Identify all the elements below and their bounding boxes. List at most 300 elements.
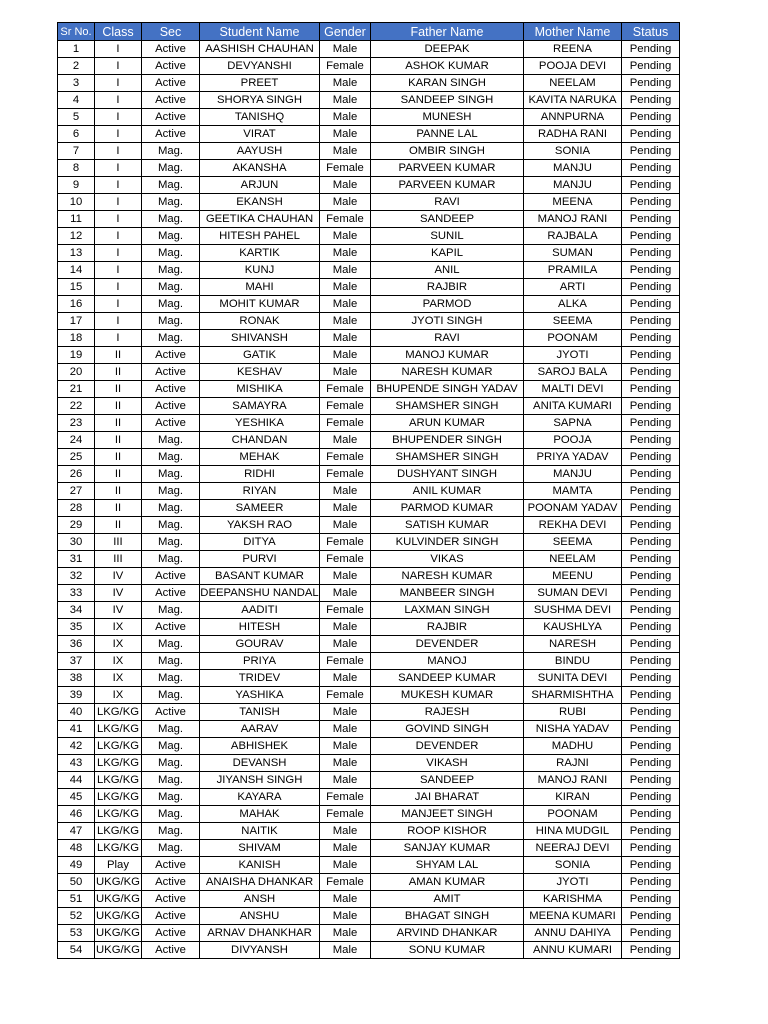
status-cell: Pending [622, 143, 680, 160]
status-cell: Pending [622, 41, 680, 58]
status-cell: Pending [622, 551, 680, 568]
status-cell: Pending [622, 942, 680, 959]
father-name-cell: DUSHYANT SINGH [371, 466, 524, 483]
sr-no-cell: 19 [58, 347, 95, 364]
student-name-cell: GOURAV [200, 636, 320, 653]
father-name-cell: PANNE LAL [371, 126, 524, 143]
father-name-cell: MUKESH KUMAR [371, 687, 524, 704]
student-name-cell: SAMEER [200, 500, 320, 517]
table-row [58, 687, 680, 704]
mother-name-cell: NARESH [524, 636, 622, 653]
father-name-cell: ASHOK KUMAR [371, 58, 524, 75]
father-name-cell: ARUN KUMAR [371, 415, 524, 432]
status-cell: Pending [622, 75, 680, 92]
status-cell: Pending [622, 772, 680, 789]
student-name-cell: KUNJ [200, 262, 320, 279]
gender-cell: Male [320, 194, 371, 211]
class-cell: I [95, 330, 142, 347]
status-cell: Pending [622, 585, 680, 602]
sec-cell: Mag. [142, 517, 200, 534]
gender-cell: Female [320, 874, 371, 891]
table-row [58, 415, 680, 432]
father-name-cell: KAPIL [371, 245, 524, 262]
class-cell: II [95, 500, 142, 517]
table-row [58, 313, 680, 330]
table-row [58, 857, 680, 874]
student-name-cell: DEVANSH [200, 755, 320, 772]
sec-cell: Mag. [142, 245, 200, 262]
sr-no-cell: 27 [58, 483, 95, 500]
status-cell: Pending [622, 347, 680, 364]
sec-cell: Active [142, 585, 200, 602]
sr-no-cell: 35 [58, 619, 95, 636]
sr-no-cell: 1 [58, 41, 95, 58]
status-cell: Pending [622, 704, 680, 721]
sr-no-cell: 33 [58, 585, 95, 602]
father-name-cell: JYOTI SINGH [371, 313, 524, 330]
class-cell: II [95, 517, 142, 534]
class-cell: LKG/KG [95, 738, 142, 755]
sec-cell: Mag. [142, 534, 200, 551]
sec-cell: Mag. [142, 296, 200, 313]
sr-no-cell: 7 [58, 143, 95, 160]
mother-name-cell: ANITA KUMARI [524, 398, 622, 415]
table-row [58, 92, 680, 109]
mother-name-cell: RAJNI [524, 755, 622, 772]
student-name-cell: KANISH [200, 857, 320, 874]
mother-name-cell: REENA [524, 41, 622, 58]
gender-cell: Female [320, 534, 371, 551]
student-name-cell: ABHISHEK [200, 738, 320, 755]
father-name-cell: DEVENDER [371, 738, 524, 755]
gender-cell: Male [320, 500, 371, 517]
mother-name-cell: MEENU [524, 568, 622, 585]
mother-name-cell: REKHA DEVI [524, 517, 622, 534]
sec-cell: Active [142, 126, 200, 143]
father-name-cell: PARMOD [371, 296, 524, 313]
sec-cell: Active [142, 347, 200, 364]
status-cell: Pending [622, 500, 680, 517]
gender-cell: Male [320, 857, 371, 874]
status-cell: Pending [622, 874, 680, 891]
sr-no-cell: 13 [58, 245, 95, 262]
mother-name-cell: PRIYA YADAV [524, 449, 622, 466]
status-cell: Pending [622, 92, 680, 109]
table-row [58, 245, 680, 262]
student-name-cell: GEETIKA CHAUHAN [200, 211, 320, 228]
sec-cell: Mag. [142, 432, 200, 449]
student-name-cell: RONAK [200, 313, 320, 330]
table-row [58, 619, 680, 636]
class-cell: I [95, 177, 142, 194]
gender-cell: Female [320, 415, 371, 432]
mother-name-cell: NISHA YADAV [524, 721, 622, 738]
sec-cell: Mag. [142, 500, 200, 517]
gender-cell: Male [320, 738, 371, 755]
father-name-cell: PARVEEN KUMAR [371, 160, 524, 177]
student-name-cell: ANSHU [200, 908, 320, 925]
sec-cell: Active [142, 109, 200, 126]
father-name-cell: RAJESH [371, 704, 524, 721]
father-name-cell: MANBEER SINGH [371, 585, 524, 602]
mother-name-cell: JYOTI [524, 347, 622, 364]
table-row [58, 568, 680, 585]
sec-cell: Mag. [142, 823, 200, 840]
sr-no-cell: 5 [58, 109, 95, 126]
status-cell: Pending [622, 568, 680, 585]
class-cell: I [95, 211, 142, 228]
sec-cell: Active [142, 891, 200, 908]
table-row [58, 296, 680, 313]
status-cell: Pending [622, 58, 680, 75]
sr-no-cell: 12 [58, 228, 95, 245]
student-name-cell: DIVYANSH [200, 942, 320, 959]
sec-cell: Active [142, 398, 200, 415]
sec-cell: Mag. [142, 177, 200, 194]
sec-cell: Mag. [142, 262, 200, 279]
class-cell: I [95, 228, 142, 245]
student-name-cell: PRIYA [200, 653, 320, 670]
mother-name-cell: POOJA [524, 432, 622, 449]
sr-no-cell: 32 [58, 568, 95, 585]
gender-cell: Female [320, 687, 371, 704]
mother-name-cell: KAVITA NARUKA [524, 92, 622, 109]
sec-cell: Active [142, 92, 200, 109]
status-cell: Pending [622, 483, 680, 500]
sr-no-cell: 37 [58, 653, 95, 670]
gender-cell: Male [320, 364, 371, 381]
student-name-cell: GATIK [200, 347, 320, 364]
table-row [58, 721, 680, 738]
class-cell: LKG/KG [95, 721, 142, 738]
father-name-cell: BHAGAT SINGH [371, 908, 524, 925]
student-name-cell: KESHAV [200, 364, 320, 381]
sr-no-cell: 44 [58, 772, 95, 789]
class-cell: I [95, 245, 142, 262]
gender-cell: Male [320, 109, 371, 126]
mother-name-cell: ANNPURNA [524, 109, 622, 126]
status-cell: Pending [622, 789, 680, 806]
status-cell: Pending [622, 262, 680, 279]
gender-cell: Male [320, 704, 371, 721]
sr-no-cell: 54 [58, 942, 95, 959]
gender-cell: Male [320, 891, 371, 908]
class-cell: UKG/KG [95, 891, 142, 908]
table-row [58, 636, 680, 653]
mother-name-cell: SEEMA [524, 534, 622, 551]
sec-cell: Mag. [142, 636, 200, 653]
student-name-cell: MEHAK [200, 449, 320, 466]
sec-cell: Mag. [142, 840, 200, 857]
status-cell: Pending [622, 840, 680, 857]
father-name-cell: SHAMSHER SINGH [371, 449, 524, 466]
sec-cell: Mag. [142, 449, 200, 466]
father-name-cell: SONU KUMAR [371, 942, 524, 959]
student-name-cell: BASANT KUMAR [200, 568, 320, 585]
sr-no-cell: 51 [58, 891, 95, 908]
table-row [58, 789, 680, 806]
student-name-cell: MAHI [200, 279, 320, 296]
student-name-cell: DEVYANSHI [200, 58, 320, 75]
class-cell: UKG/KG [95, 942, 142, 959]
class-cell: II [95, 415, 142, 432]
gender-cell: Female [320, 398, 371, 415]
class-cell: I [95, 126, 142, 143]
gender-cell: Male [320, 432, 371, 449]
class-cell: LKG/KG [95, 772, 142, 789]
status-cell: Pending [622, 313, 680, 330]
mother-name-cell: RAJBALA [524, 228, 622, 245]
student-name-cell: MISHIKA [200, 381, 320, 398]
table-row [58, 517, 680, 534]
student-name-cell: ARNAV DHANKHAR [200, 925, 320, 942]
father-name-cell: NARESH KUMAR [371, 568, 524, 585]
sec-cell: Active [142, 364, 200, 381]
status-cell: Pending [622, 823, 680, 840]
sr-no-cell: 53 [58, 925, 95, 942]
mother-name-cell: SUMAN DEVI [524, 585, 622, 602]
class-cell: LKG/KG [95, 755, 142, 772]
mother-name-cell: BINDU [524, 653, 622, 670]
mother-name-cell: HINA MUDGIL [524, 823, 622, 840]
gender-cell: Male [320, 143, 371, 160]
student-name-cell: PREET [200, 75, 320, 92]
table-row [58, 194, 680, 211]
mother-name-cell: ANNU KUMARI [524, 942, 622, 959]
table-row [58, 755, 680, 772]
sr-no-cell: 34 [58, 602, 95, 619]
student-name-cell: SHIVANSH [200, 330, 320, 347]
column-header-gender: Gender [320, 23, 371, 41]
gender-cell: Male [320, 347, 371, 364]
table-row [58, 177, 680, 194]
class-cell: I [95, 313, 142, 330]
gender-cell: Male [320, 75, 371, 92]
status-cell: Pending [622, 891, 680, 908]
gender-cell: Male [320, 619, 371, 636]
mother-name-cell: KIRAN [524, 789, 622, 806]
gender-cell: Male [320, 279, 371, 296]
sec-cell: Active [142, 942, 200, 959]
mother-name-cell: PRAMILA [524, 262, 622, 279]
student-table [57, 22, 680, 959]
sr-no-cell: 25 [58, 449, 95, 466]
status-cell: Pending [622, 466, 680, 483]
mother-name-cell: POONAM YADAV [524, 500, 622, 517]
student-name-cell: CHANDAN [200, 432, 320, 449]
class-cell: UKG/KG [95, 908, 142, 925]
father-name-cell: SANJAY KUMAR [371, 840, 524, 857]
table-row [58, 840, 680, 857]
sec-cell: Active [142, 381, 200, 398]
class-cell: LKG/KG [95, 789, 142, 806]
mother-name-cell: ALKA [524, 296, 622, 313]
mother-name-cell: SUMAN [524, 245, 622, 262]
student-name-cell: DEEPANSHU NANDAL [200, 585, 320, 602]
sr-no-cell: 10 [58, 194, 95, 211]
sec-cell: Mag. [142, 772, 200, 789]
student-name-cell: AKANSHA [200, 160, 320, 177]
table-row [58, 653, 680, 670]
mother-name-cell: KAUSHLYA [524, 619, 622, 636]
table-row [58, 143, 680, 160]
table-row [58, 160, 680, 177]
class-cell: III [95, 534, 142, 551]
sr-no-cell: 18 [58, 330, 95, 347]
class-cell: I [95, 296, 142, 313]
table-row [58, 347, 680, 364]
column-header-sr-no: Sr No. [58, 23, 95, 41]
father-name-cell: MANOJ KUMAR [371, 347, 524, 364]
student-name-cell: ANAISHA DHANKAR [200, 874, 320, 891]
sec-cell: Mag. [142, 687, 200, 704]
sec-cell: Mag. [142, 279, 200, 296]
status-cell: Pending [622, 432, 680, 449]
table-row [58, 704, 680, 721]
class-cell: I [95, 262, 142, 279]
mother-name-cell: MANJU [524, 177, 622, 194]
mother-name-cell: POOJA DEVI [524, 58, 622, 75]
table-row [58, 874, 680, 891]
mother-name-cell: SONIA [524, 143, 622, 160]
status-cell: Pending [622, 534, 680, 551]
sr-no-cell: 2 [58, 58, 95, 75]
status-cell: Pending [622, 908, 680, 925]
father-name-cell: OMBIR SINGH [371, 143, 524, 160]
father-name-cell: MANJEET SINGH [371, 806, 524, 823]
father-name-cell: RAJBIR [371, 619, 524, 636]
status-cell: Pending [622, 194, 680, 211]
gender-cell: Male [320, 245, 371, 262]
table-row [58, 211, 680, 228]
sr-no-cell: 48 [58, 840, 95, 857]
status-cell: Pending [622, 177, 680, 194]
sec-cell: Mag. [142, 194, 200, 211]
status-cell: Pending [622, 245, 680, 262]
status-cell: Pending [622, 755, 680, 772]
mother-name-cell: RUBI [524, 704, 622, 721]
student-name-cell: YASHIKA [200, 687, 320, 704]
father-name-cell: MANOJ [371, 653, 524, 670]
sr-no-cell: 50 [58, 874, 95, 891]
status-cell: Pending [622, 517, 680, 534]
mother-name-cell: SEEMA [524, 313, 622, 330]
sec-cell: Mag. [142, 551, 200, 568]
sec-cell: Mag. [142, 483, 200, 500]
gender-cell: Male [320, 925, 371, 942]
student-name-cell: NAITIK [200, 823, 320, 840]
sec-cell: Mag. [142, 211, 200, 228]
sr-no-cell: 22 [58, 398, 95, 415]
sec-cell: Mag. [142, 228, 200, 245]
student-name-cell: RIDHI [200, 466, 320, 483]
father-name-cell: SHYAM LAL [371, 857, 524, 874]
mother-name-cell: SONIA [524, 857, 622, 874]
gender-cell: Male [320, 41, 371, 58]
table-row [58, 41, 680, 58]
class-cell: IX [95, 636, 142, 653]
gender-cell: Male [320, 568, 371, 585]
father-name-cell: KULVINDER SINGH [371, 534, 524, 551]
table-row [58, 891, 680, 908]
status-cell: Pending [622, 398, 680, 415]
status-cell: Pending [622, 806, 680, 823]
header-row [58, 23, 680, 41]
sec-cell: Mag. [142, 330, 200, 347]
father-name-cell: ANIL [371, 262, 524, 279]
sec-cell: Active [142, 874, 200, 891]
sr-no-cell: 23 [58, 415, 95, 432]
father-name-cell: SATISH KUMAR [371, 517, 524, 534]
sec-cell: Mag. [142, 602, 200, 619]
class-cell: LKG/KG [95, 823, 142, 840]
status-cell: Pending [622, 857, 680, 874]
sr-no-cell: 46 [58, 806, 95, 823]
sr-no-cell: 17 [58, 313, 95, 330]
father-name-cell: ROOP KISHOR [371, 823, 524, 840]
mother-name-cell: NEELAM [524, 75, 622, 92]
sr-no-cell: 42 [58, 738, 95, 755]
status-cell: Pending [622, 296, 680, 313]
mother-name-cell: MANOJ RANI [524, 772, 622, 789]
gender-cell: Male [320, 177, 371, 194]
gender-cell: Female [320, 211, 371, 228]
gender-cell: Male [320, 126, 371, 143]
father-name-cell: KARAN SINGH [371, 75, 524, 92]
father-name-cell: BHUPENDER SINGH [371, 432, 524, 449]
mother-name-cell: NEERAJ DEVI [524, 840, 622, 857]
student-name-cell: TANISHQ [200, 109, 320, 126]
father-name-cell: JAI BHARAT [371, 789, 524, 806]
student-name-cell: AASHISH CHAUHAN [200, 41, 320, 58]
table-row [58, 364, 680, 381]
gender-cell: Male [320, 636, 371, 653]
student-name-cell: AARAV [200, 721, 320, 738]
gender-cell: Male [320, 823, 371, 840]
class-cell: IX [95, 670, 142, 687]
sec-cell: Active [142, 857, 200, 874]
gender-cell: Male [320, 840, 371, 857]
class-cell: II [95, 381, 142, 398]
father-name-cell: SHAMSHER SINGH [371, 398, 524, 415]
father-name-cell: VIKAS [371, 551, 524, 568]
sec-cell: Mag. [142, 789, 200, 806]
gender-cell: Male [320, 517, 371, 534]
table-row [58, 772, 680, 789]
gender-cell: Male [320, 772, 371, 789]
mother-name-cell: SAROJ BALA [524, 364, 622, 381]
student-name-cell: TRIDEV [200, 670, 320, 687]
table-row [58, 109, 680, 126]
gender-cell: Male [320, 330, 371, 347]
class-cell: II [95, 483, 142, 500]
father-name-cell: PARVEEN KUMAR [371, 177, 524, 194]
sr-no-cell: 47 [58, 823, 95, 840]
class-cell: IV [95, 602, 142, 619]
gender-cell: Male [320, 92, 371, 109]
table-row [58, 738, 680, 755]
gender-cell: Female [320, 381, 371, 398]
student-name-cell: ANSH [200, 891, 320, 908]
mother-name-cell: MANOJ RANI [524, 211, 622, 228]
mother-name-cell: NEELAM [524, 551, 622, 568]
father-name-cell: LAXMAN SINGH [371, 602, 524, 619]
class-cell: I [95, 194, 142, 211]
sec-cell: Mag. [142, 806, 200, 823]
gender-cell: Male [320, 585, 371, 602]
father-name-cell: SANDEEP KUMAR [371, 670, 524, 687]
sr-no-cell: 15 [58, 279, 95, 296]
